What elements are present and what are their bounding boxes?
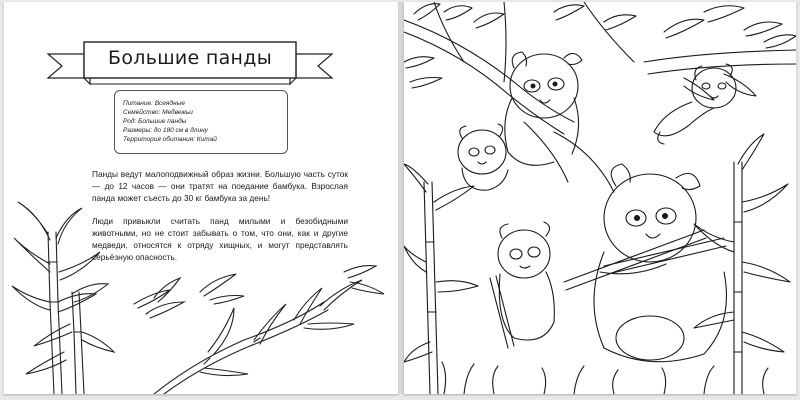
info-family: Семейство: Медвежьи	[123, 109, 193, 116]
right-page	[404, 2, 796, 394]
book-spread	[4, 2, 796, 396]
info-diet: Питание: Всеядные	[123, 100, 185, 107]
paragraph-2: Люди привыкли считать панд милыми и безобидными животными, но не стоит забывать о том, что они, как и другие медведи, относятся к отряду хищных, и могут представлять серьёзную опасность.	[92, 216, 348, 262]
paragraph-1: Панды ведут малоподвижный образ жизни. Большую часть суток — до 12 часов — они тратят на поедание бамбука. Взрослая панда может съесть до 30 кг бамбука за день!	[92, 169, 348, 203]
bamboo-illustration-left	[4, 2, 398, 394]
info-size: Размеры: до 180 см в длину	[123, 127, 208, 134]
panda-coloring-illustration	[404, 2, 796, 394]
left-page	[4, 2, 398, 394]
info-genus: Род: Большие панды	[123, 118, 187, 125]
info-habitat: Территория обитания: Китай	[123, 136, 217, 143]
page-title: Большие панды	[108, 47, 272, 69]
